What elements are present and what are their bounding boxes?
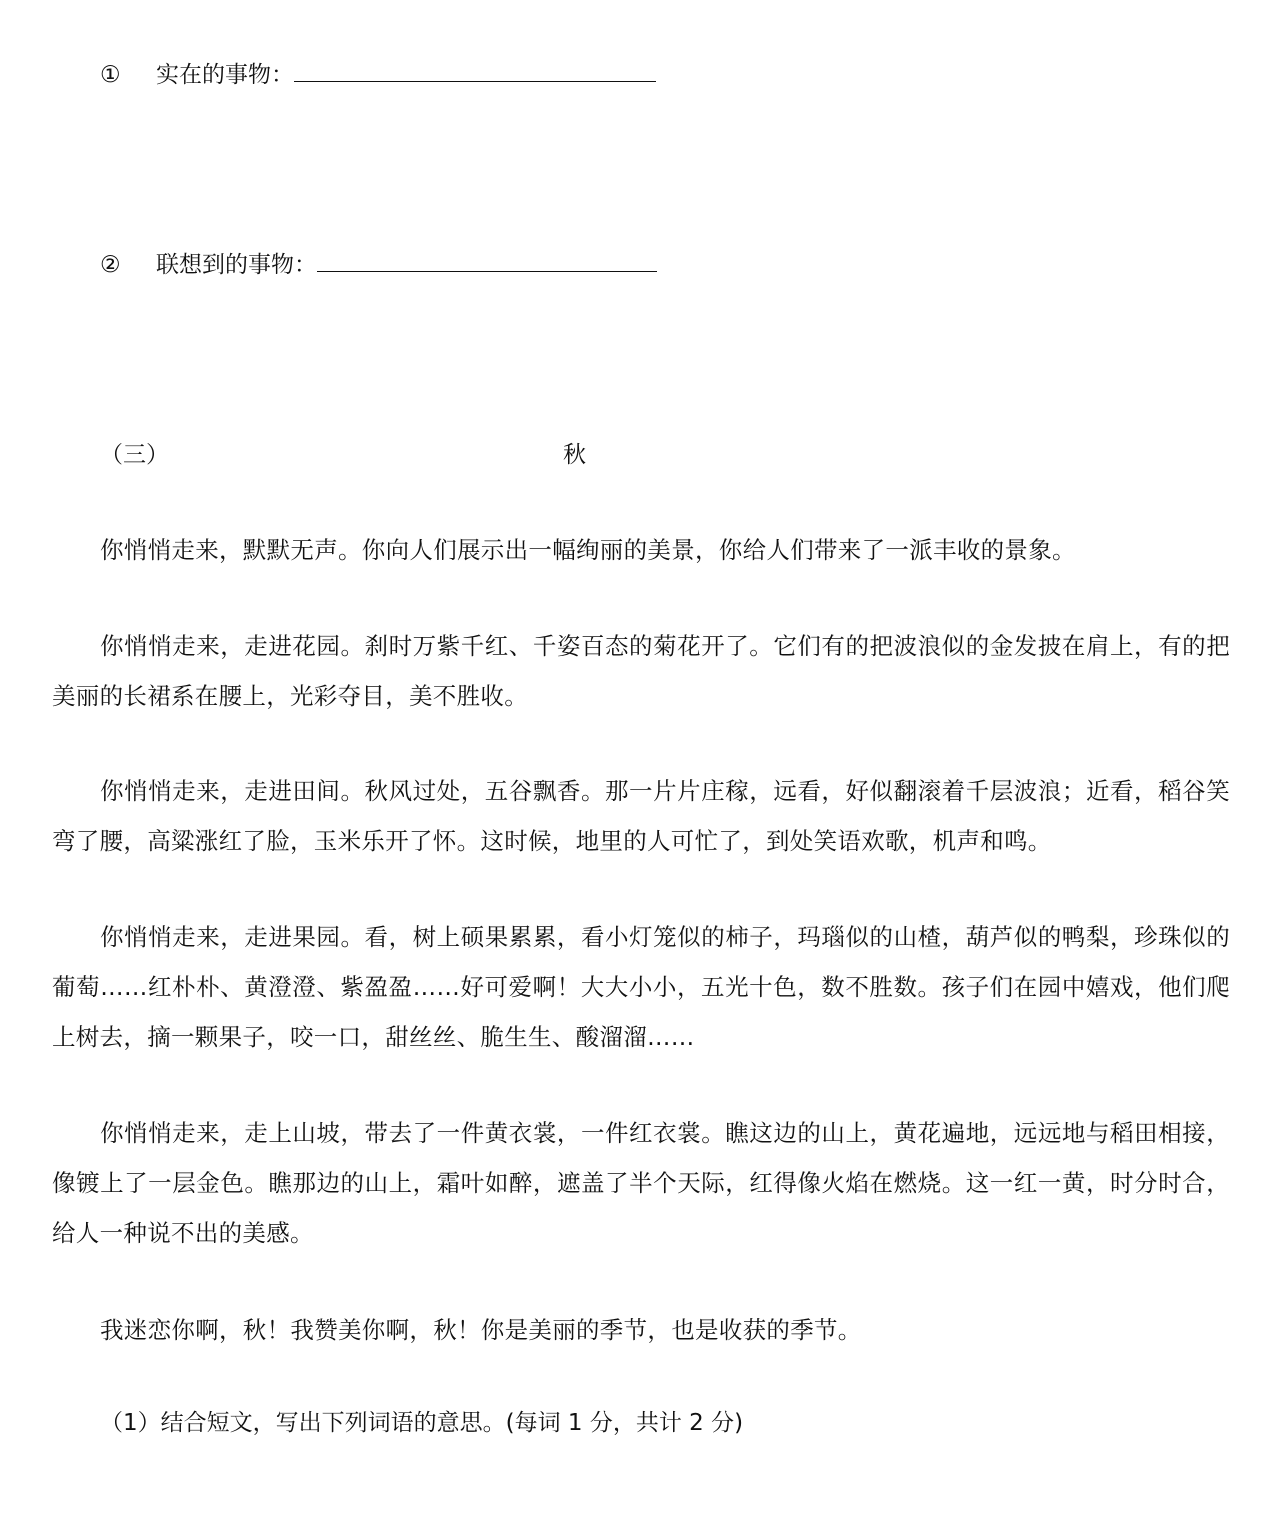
item-1 (100, 50, 656, 100)
item-1-marker: ① (100, 62, 121, 88)
paragraph-6: 我迷恋你啊，秋！我赞美你啊，秋！你是美丽的季节，也是收获的季节。 (100, 1316, 862, 1344)
paragraph-4: 你悄悄走来，走进果园。看，树上硕果累累，看小灯笼似的柿子，玛瑙似的山楂，葫芦似的鸭梨，珍珠似的葡萄……红朴朴、黄澄澄、紫盈盈……好可爱啊！大大小小，五光十色，数不胜数。孩子们在园中嬉戏，他们爬上树去，摘一颗果子，咬一口，甜丝丝、脆生生、酸溜溜…… (52, 923, 1230, 1051)
paragraph-2: 你悄悄走来，走进花园。刹时万紫千红、千姿百态的菊花开了。它们有的把波浪似的金发披在肩上，有的把美丽的长裙系在腰上，光彩夺目，美不胜收。 (52, 632, 1230, 710)
question-1: （1）结合短文，写出下列词语的意思。(每词 1 分，共计 2 分) (100, 1410, 744, 1436)
item-2-marker: ② (100, 252, 121, 278)
item-2-answer-blank[interactable] (317, 245, 657, 272)
paragraph-3: 你悄悄走来，走进田间。秋风过处，五谷飘香。那一片片庄稼，远看，好似翻滚着千层波浪；近看，稻谷笑弯了腰，高粱涨红了脸，玉米乐开了怀。这时候，地里的人可忙了，到处笑语欢歌，机声和鸣。 (52, 777, 1230, 855)
section-number: （三） (100, 442, 169, 468)
item-2 (100, 240, 657, 290)
paragraph-1: 你悄悄走来，默默无声。你向人们展示出一幅绚丽的美景，你给人们带来了一派丰收的景象。 (100, 536, 1076, 564)
item-2-label: 联想到的事物： (155, 252, 317, 278)
paragraph-5: 你悄悄走来，走上山坡，带去了一件黄衣裳，一件红衣裳。瞧这边的山上，黄花遍地，远远地与稻田相接，像镀上了一层金色。瞧那边的山上，霜叶如醉，遮盖了半个天际，红得像火焰在燃烧。这一红一黄，时分时合，给人一种说不出的美感。 (52, 1119, 1230, 1247)
section-title: 秋 (563, 442, 586, 468)
item-1-label: 实在的事物： (155, 62, 294, 88)
item-1-answer-blank[interactable] (294, 55, 656, 82)
